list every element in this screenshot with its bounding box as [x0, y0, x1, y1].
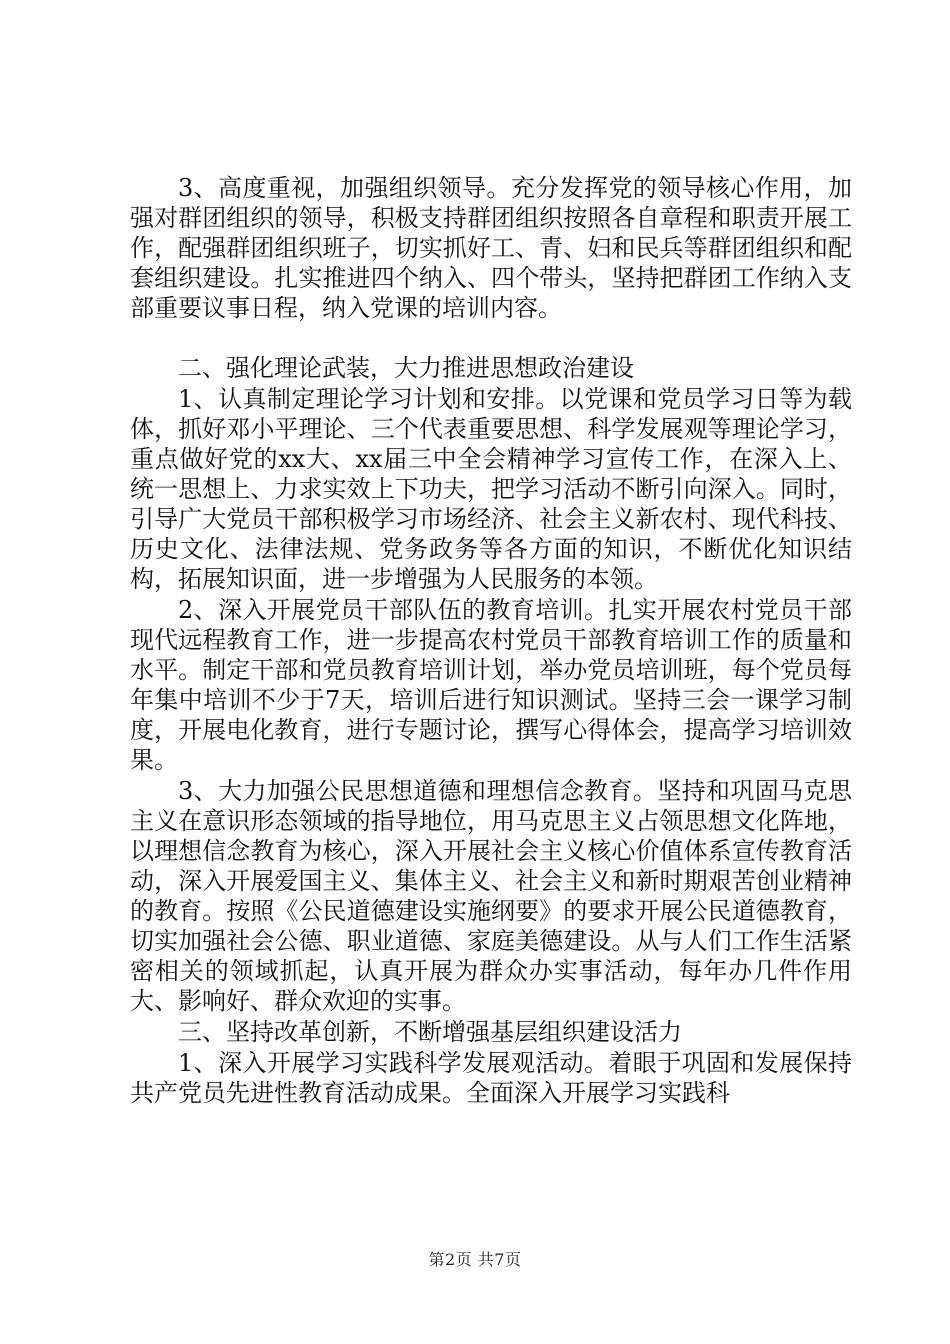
- paragraph-organization-leadership: 3、高度重视，加强组织领导。充分发挥党的领导核心作用，加强对群团组织的领导，积极支持群团组织按照各自章程和职责开展工作，配强群团组织班子，切实抓好工、青、妇和民兵等群团组织和配套组织建设。扎实推进四个纳入、四个带头，坚持把群团工作纳入支部重要议事日程，纳入党课的培训内容。: [130, 174, 852, 322]
- page-number-footer: 第2页 共7页: [428, 1250, 522, 1269]
- paragraph-moral-education: 3、大力加强公民思想道德和理想信念教育。坚持和巩固马克思主义在意识形态领域的指导地位，用马克思主义占领思想文化阵地，以理想信念教育为核心，深入开展社会主义核心价值体系宣传教育活动，深入开展爱国主义、集体主义、社会主义和新时期艰苦创业精神的教育。按照《公民道德建设实施纲要》的要求开展公民道德教育，切实加强社会公德、职业道德、家庭美德建设。从与人们工作生活紧密相关的领域抓起，认真开展为群众办实事活动，每年办几件作用大、影响好、群众欢迎的实事。: [130, 777, 852, 1015]
- section-heading-reform: 三、坚持改革创新，不断增强基层组织建设活力: [178, 1018, 682, 1046]
- paragraph-education-training: 2、深入开展党员干部队伍的教育培训。扎实开展农村党员干部现代远程教育工作，进一步提高农村党员干部教育培训工作的质量和水平。制定干部和党员教育培训计划，举办党员培训班，每个党员每年集中培训不少于7天，培训后进行知识测试。坚持三会一课学习制度，开展电化教育，进行专题讨论，撰写心得体会，提高学习培训效果。: [130, 596, 852, 774]
- paragraph-scientific-development: 1、深入开展学习实践科学发展观活动。着眼于巩固和发展保持共产党员先进性教育活动成果。全面深入开展学习实践科: [130, 1049, 852, 1107]
- paragraph-study-plan: 1、认真制定理论学习计划和安排。以党课和党员学习日等为载体，抓好邓小平理论、三个代表重要思想、科学发展观等理论学习，重点做好党的xx大、xx届三中全会精神学习宣传工作，在深入上、统一思想上、力求实效上下功夫，把学习活动不断引向深入。同时，引导广大党员干部积极学习市场经济、社会主义新农村、现代科技、历史文化、法律法规、党务政务等各方面的知识，不断优化知识结构，拓展知识面，进一步增强为人民服务的本领。: [130, 385, 852, 593]
- section-heading-theory: 二、强化理论武装，大力推进思想政治建设: [178, 354, 634, 382]
- document-body: [130, 173, 852, 1108]
